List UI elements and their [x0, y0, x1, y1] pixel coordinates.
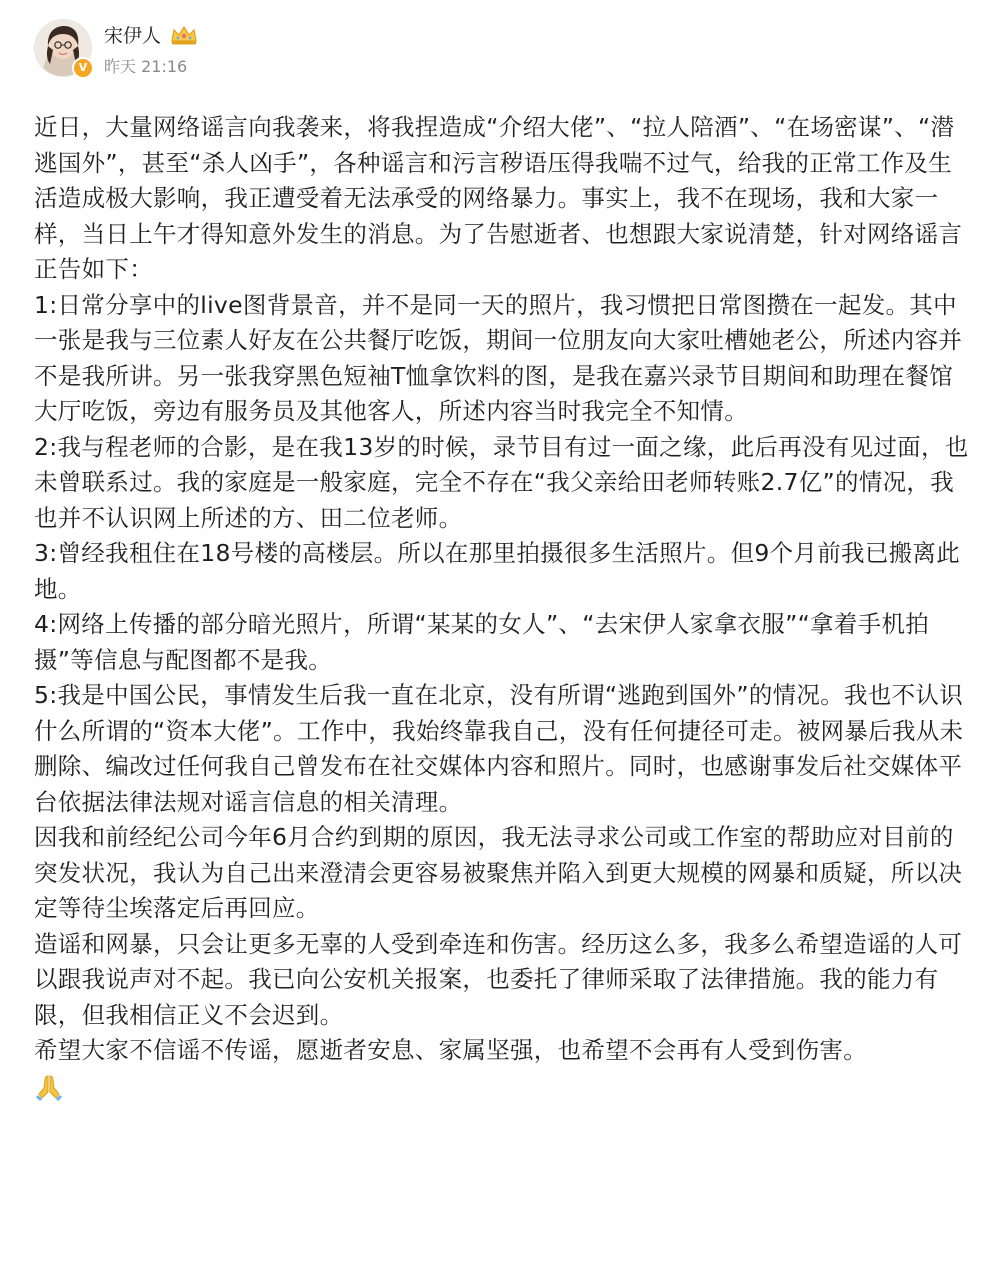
folded-hands-icon — [34, 1072, 64, 1102]
avatar-container[interactable] — [34, 19, 92, 77]
header-text — [104, 20, 199, 77]
post-time[interactable]: 昨天 21:16 — [104, 56, 188, 76]
post-paragraph-rumor: 造谣和网暴，只会让更多无辜的人受到牵连和伤害。经历这么多，我多么希望造谣的人可以跟我说声对不起。我已向公安机关报案，也委托了律师采取了法律措施。我的能力有限，但我相信正义不会迟到。 — [34, 929, 963, 1029]
emoji-row — [34, 1069, 974, 1105]
verified-badge-icon: V — [72, 57, 94, 79]
post-paragraph-point-2: 2:我与程老师的合影，是在我13岁的时候，录节目有过一面之缘，此后再没有见过面，也未曾联系过。我的家庭是一般家庭，完全不存在“我父亲给田老师转账2.7亿”的情况，我也并不认识网上所述的方、田二位老师。 — [34, 432, 969, 532]
user-name[interactable]: 宋伊人 — [104, 25, 162, 47]
post-paragraph-point-5: 5:我是中国公民，事情发生后我一直在北京，没有所谓“逃跑到国外”的情况。我也不认识什么所谓的“资本大佬”。工作中，我始终靠我自己，没有任何捷径可走。被网暴后我从未删除、编改过任何我自己曾发布在社交媒体内容和照片。同时，也感谢事发后社交媒体平台依据法律法规对谣言信息的相关清理。 — [34, 681, 964, 816]
post-paragraph-contract: 因我和前经纪公司今年6月合约到期的原因，我无法寻求公司或工作室的帮助应对目前的突发状况，我认为自己出来澄清会更容易被聚焦并陷入到更大规模的网暴和质疑，所以决定等待尘埃落定后再回应。 — [34, 823, 963, 922]
post-paragraph-point-1: 1:日常分享中的live图背景音，并不是同一天的照片，我习惯把日常图攒在一起发。其中一张是我与三位素人好友在公共餐厅吃饭，期间一位朋友向大家吐槽她老公，所述内容并不是我所讲。另一张我穿黑色短袖T恤拿饮料的图，是我在嘉兴录节目期间和助理在餐馆大厅吃饭，旁边有服务员及其他客人，所述内容当时我完全不知情。 — [34, 290, 963, 425]
post-paragraph-point-4: 4:网络上传播的部分暗光照片，所谓“某某的女人”、“去宋伊人家拿衣服”“拿着手机拍摄”等信息与配图都不是我。 — [34, 610, 930, 674]
post-body — [34, 110, 974, 1105]
post-paragraph-point-3: 3:曾经我租住在18号楼的高楼层。所以在那里拍摄很多生活照片。但9个月前我已搬离此地。 — [34, 539, 961, 603]
post-paragraph-intro: 近日，大量网络谣言向我袭来，将我捏造成“介绍大佬”、“拉人陪酒”、“在场密谋”、“潜逃国外”，甚至“杀人凶手”，各种谣言和污言秽语压得我喘不过气，给我的正常工作及生活造成极大影响，我正遭受着无法承受的网络暴力。事实上，我不在现场，我和大家一样，当日上午才得知意外发生的消息。为了告慰逝者、也想跟大家说清楚，针对网络谣言正告如下： — [34, 113, 963, 283]
name-row — [104, 20, 199, 50]
post-paragraph-closing: 希望大家不信谣不传谣，愿逝者安息、家属坚强，也希望不会再有人受到伤害。 — [34, 1036, 867, 1064]
crown-icon[interactable] — [169, 23, 199, 47]
post-header — [34, 16, 199, 80]
